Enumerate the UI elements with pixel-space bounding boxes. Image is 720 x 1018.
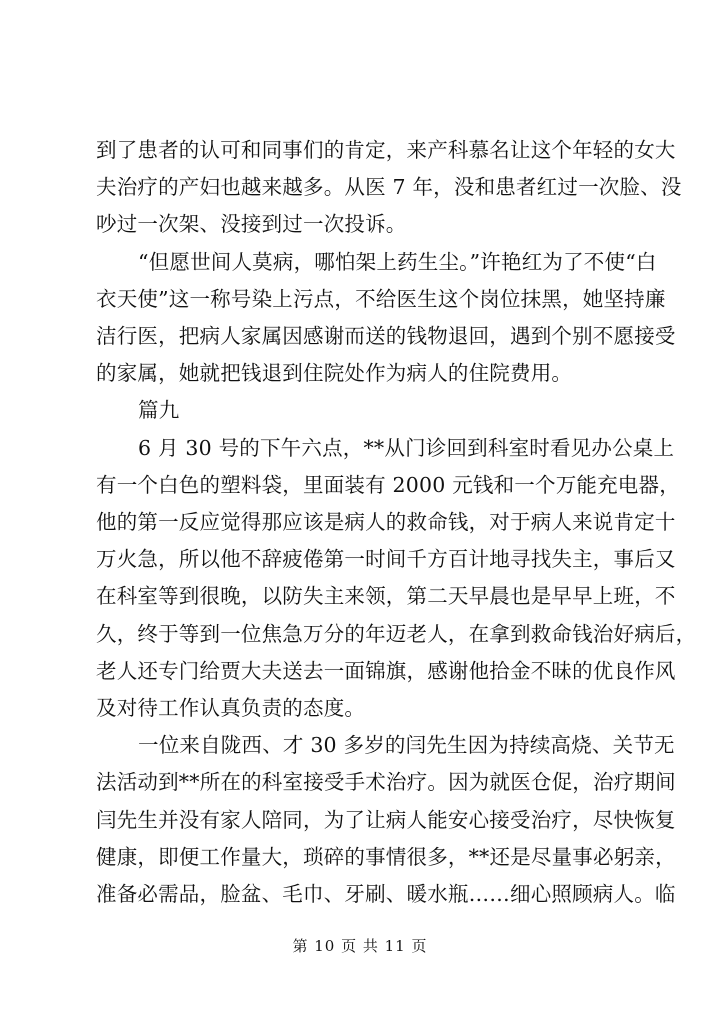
paragraph-1-line-2: 夫治疗的产妇也越来越多。从医 7 年，没和患者红过一次脸、没 bbox=[96, 175, 682, 199]
paragraph-1-line-1: 到了患者的认可和同事们的肯定，来产科慕名让这个年轻的女大 bbox=[96, 138, 676, 162]
paragraph-4-line-3: 闫先生并没有家人陪同，为了让病人能安心接受治疗，尽快恢复 bbox=[96, 808, 676, 832]
paragraph-1-line-3: 吵过一次架、没接到过一次投诉。 bbox=[96, 212, 407, 236]
paragraph-2-line-1: “但愿世间人莫病，哪怕架上药生尘。”许艳红为了不使“白 bbox=[138, 250, 657, 274]
page-footer: 第 10 页 共 11 页 bbox=[292, 937, 428, 955]
paragraph-3-line-3: 他的第一反应觉得那应该是病人的救命钱，对于病人来说肯定十 bbox=[96, 510, 676, 534]
paragraph-4-line-1: 一位来自陇西、才 30 多岁的闫先生因为持续高烧、关节无 bbox=[138, 733, 675, 757]
paragraph-3-line-8: 及对待工作认真负责的态度。 bbox=[96, 696, 366, 720]
section-heading: 篇九 bbox=[138, 398, 180, 422]
paragraph-3-line-7: 老人还专门给贾大夫送去一面锦旗，感谢他拾金不昧的优良作风 bbox=[96, 659, 676, 683]
paragraph-3-line-5: 在科室等到很晚，以防失主来领，第二天早晨也是早早上班，不 bbox=[96, 584, 676, 608]
paragraph-4-line-4: 健康，即便工作量大，琐碎的事情很多，**还是尽量事必躬亲， bbox=[96, 845, 676, 869]
paragraph-3-line-4: 万火急，所以他不辞疲倦第一时间千方百计地寻找失主，事后又 bbox=[96, 547, 676, 571]
paragraph-3-line-6: 久，终于等到一位焦急万分的年迈老人，在拿到救命钱治好病后， bbox=[96, 622, 697, 646]
paragraph-3-line-1: 6 月 30 号的下午六点，**从门诊回到科室时看见办公桌上 bbox=[138, 436, 675, 460]
paragraph-2-line-4: 的家属，她就把钱退到住院处作为病人的住院费用。 bbox=[96, 361, 573, 385]
paragraph-2-line-2: 衣天使”这一称号染上污点，不给医生这个岗位抹黑，她坚持廉 bbox=[96, 287, 666, 311]
paragraph-4-line-5: 准备必需品，脸盆、毛巾、牙刷、暖水瓶……细心照顾病人。临 bbox=[96, 882, 676, 906]
paragraph-4-line-2: 法活动到**所在的科室接受手术治疗。因为就医仓促，治疗期间 bbox=[96, 770, 676, 794]
paragraph-2-line-3: 洁行医，把病人家属因感谢而送的钱物退回，遇到个别不愿接受 bbox=[96, 324, 676, 348]
paragraph-3-line-2: 有一个白色的塑料袋，里面装有 2000 元钱和一个万能充电器， bbox=[96, 473, 680, 497]
